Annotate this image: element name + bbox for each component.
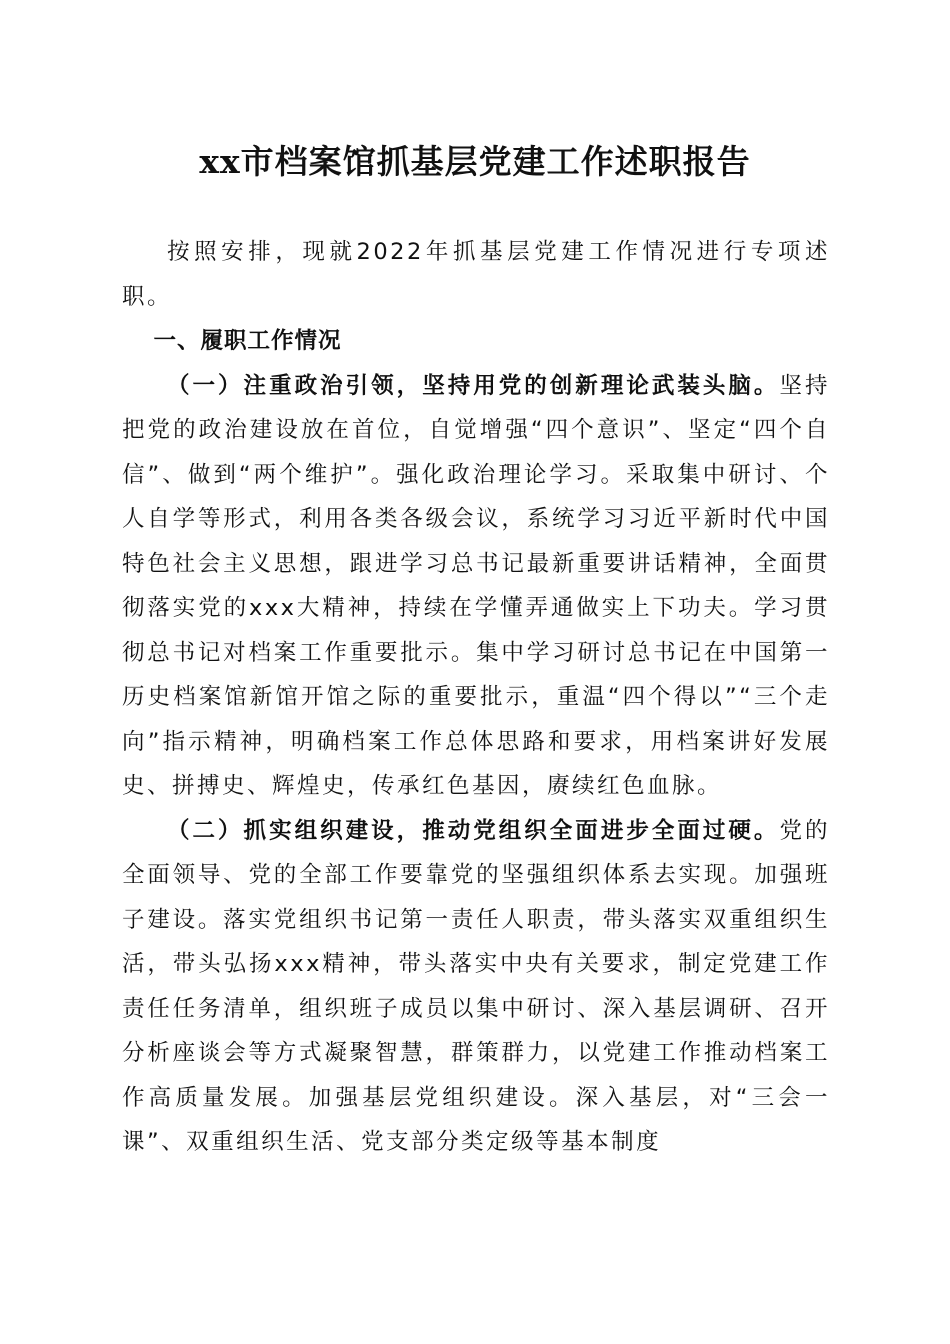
paragraph-item-1 [122, 364, 830, 809]
paragraph-item-2 [122, 809, 830, 1165]
item-2-text: 党的全面领导、党的全部工作要靠党的坚强组织体系去实现。加强班子建设。落实党组织书记第一责任人职责，带头落实双重组织生活，带头弘扬xxx精神，带头落实中央有关要求，制定党建工作责任任务清单，组织班子成员以集中研讨、深入基层调研、召开分析座谈会等方式凝聚智慧，群策群力，以党建工作推动档案工作高质量发展。加强基层党组织建设。深入基层，对“三会一课”、双重组织生活、党支部分类定级等基本制度 [122, 817, 830, 1155]
section-heading: 一、履职工作情况 [153, 328, 342, 354]
item-1-text: 坚持把党的政治建设放在首位，自觉增强“四个意识”、坚定“四个自信”、做到“两个维护”。强化政治理论学习。采取集中研讨、个人自学等形式，利用各类各级会议，系统学习习近平新时代中国特色社会主义思想，跟进学习总书记最新重要讲话精神，全面贯彻落实党的xxx大精神，持续在学懂弄通做实上下功夫。学习贯彻总书记对档案工作重要批示。集中学习研讨总书记在中国第一历史档案馆新馆开馆之际的重要批示，重温“四个得以”“三个走向”指示精神，明确档案工作总体思路和要求，用档案讲好发展史、拼搏史、辉煌史，传承红色基因，赓续红色血脉。 [122, 372, 830, 799]
document-title: xx市档案馆抓基层党建工作述职报告 [199, 142, 751, 181]
item-1-title: （一）注重政治引领，坚持用党的创新理论武装头脑。 [167, 372, 780, 399]
intro-paragraph: 按照安排，现就2022年抓基层党建工作情况进行专项述职。 [122, 239, 830, 310]
document-body [122, 230, 830, 1165]
item-2-title: （二）抓实组织建设，推动党组织全面进步全面过硬。 [167, 817, 780, 844]
